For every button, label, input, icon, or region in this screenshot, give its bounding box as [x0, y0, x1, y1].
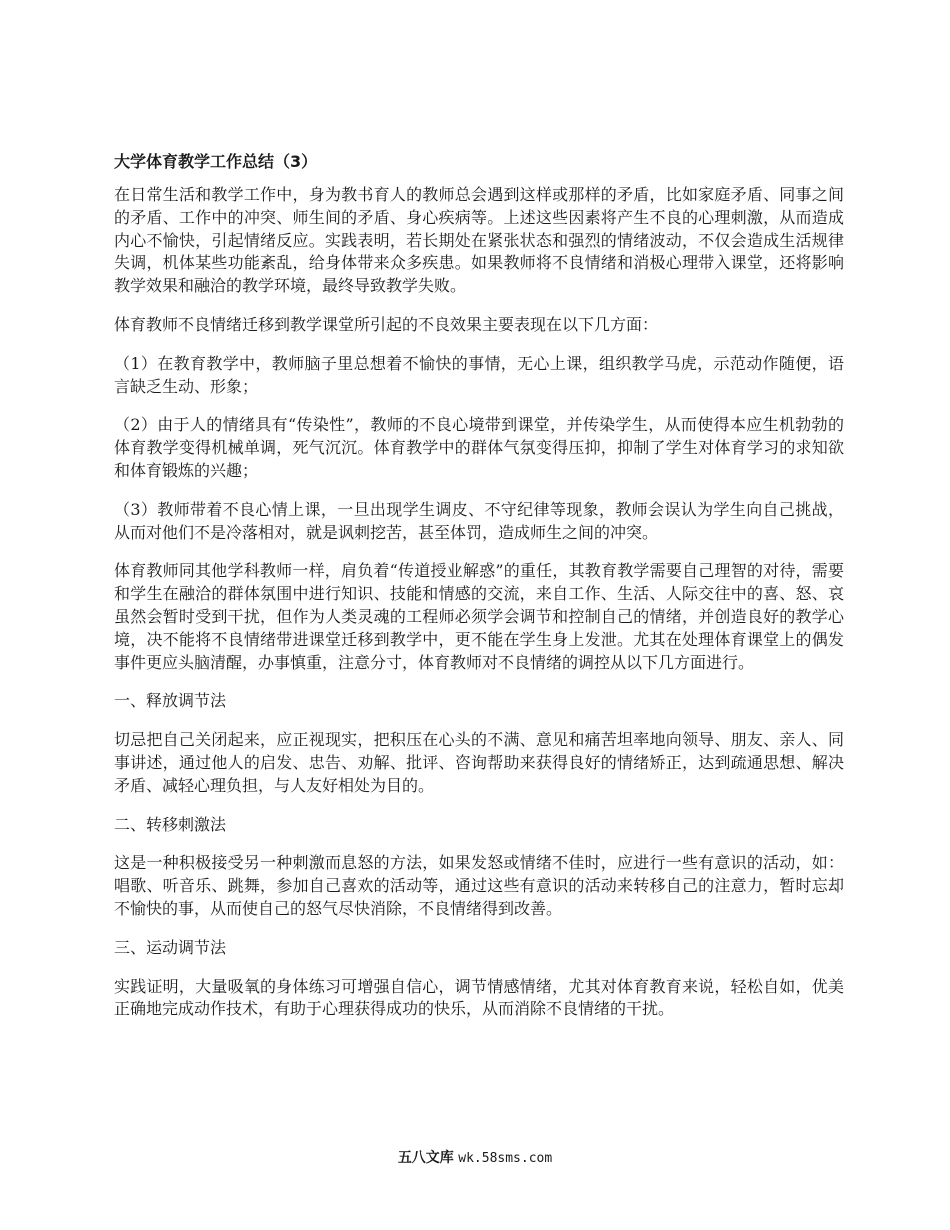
section-heading-transfer: 二、转移刺激法: [114, 814, 227, 834]
section-body-release: 切忌把自己关闭起来，应正视现实，把积压在心头的不满、意见和痛苦坦率地向领导、朋友、亲人、同事讲述，通过他人的启发、忠告、劝解、批评、咨询帮助来获得良好的情绪矫正，达到疏通思想、解决矛盾、减轻心理负担，与人友好相处为目的。: [114, 730, 844, 795]
footer-brand: 五八文库: [397, 1150, 454, 1166]
section-heading-release: 一、释放调节法: [114, 691, 227, 711]
document-title: 大学体育教学工作总结（3）: [114, 152, 318, 171]
page-footer: [0, 1148, 950, 1169]
section-heading-exercise: 三、运动调节法: [114, 937, 227, 957]
paragraph-effects-lead: 体育教师不良情绪迁移到教学课堂所引起的不良效果主要表现在以下几方面：: [114, 314, 659, 334]
paragraph-responsibility: 体育教师同其他学科教师一样，肩负着“传道授业解惑”的重任，其教育教学需要自己理智的对待，需要和学生在融洽的群体氛围中进行知识、技能和情感的交流，来自工作、生活、人际交往中的喜、怒、哀虽然会暂时受到干扰，但作为人类灵魂的工程师必须学会调节和控制自己的情绪，并创造良好的教学心境，决不能将不良情绪带进课堂迁移到教学中，更不能在学生身上发泄。尤其在处理体育课堂上的偶发事件更应头脑清醒，办事慎重，注意分寸，体育教师对不良情绪的调控从以下几方面进行。: [114, 561, 844, 672]
list-item-3: （3）教师带着不良心情上课，一旦出现学生调皮、不守纪律等现象，教师会误认为学生向自己挑战，从而对他们不是冷落相对，就是讽刺挖苦，甚至体罚，造成师生之间的冲突。: [114, 499, 844, 542]
section-body-exercise: 实践证明，大量吸氧的身体练习可增强自信心，调节情感情绪，尤其对体育教育来说，轻松自如，优美正确地完成动作技术，有助于心理获得成功的快乐，从而消除不良情绪的干扰。: [114, 976, 844, 1019]
document-body: [114, 150, 844, 1037]
section-body-transfer: 这是一种积极接受另一种刺激而息怒的方法，如果发怒或情绪不佳时，应进行一些有意识的活动，如：唱歌、听音乐、跳舞，参加自己喜欢的活动等，通过这些有意识的活动来转移自己的注意力，暂时忘却不愉快的事，从而使自己的怒气尽快消除，不良情绪得到改善。: [114, 853, 844, 918]
list-item-2: （2）由于人的情绪具有“传染性”，教师的不良心境带到课堂，并传染学生，从而使得本应生机勃勃的体育教学变得机械单调，死气沉沉。体育教学中的群体气氛变得压抑，抑制了学生对体育学习的求知欲和体育锻炼的兴趣；: [114, 415, 844, 480]
footer-url: wk.58sms.com: [458, 1151, 553, 1166]
list-item-1: （1）在教育教学中，教师脑子里总想着不愉快的事情，无心上课，组织教学马虎，示范动作随便，语言缺乏生动、形象；: [114, 353, 844, 396]
paragraph-intro: 在日常生活和教学工作中，身为教书育人的教师总会遇到这样或那样的矛盾，比如家庭矛盾、同事之间的矛盾、工作中的冲突、师生间的矛盾、身心疾病等。上述这些因素将产生不良的心理刺激，从而造成内心不愉快，引起情绪反应。实践表明，若长期处在紧张状态和强烈的情绪波动，不仅会造成生活规律失调，机体某些功能紊乱，给身体带来众多疾患。如果教师将不良情绪和消极心理带入课堂，还将影响教学效果和融洽的教学环境，最终导致教学失败。: [114, 185, 844, 296]
